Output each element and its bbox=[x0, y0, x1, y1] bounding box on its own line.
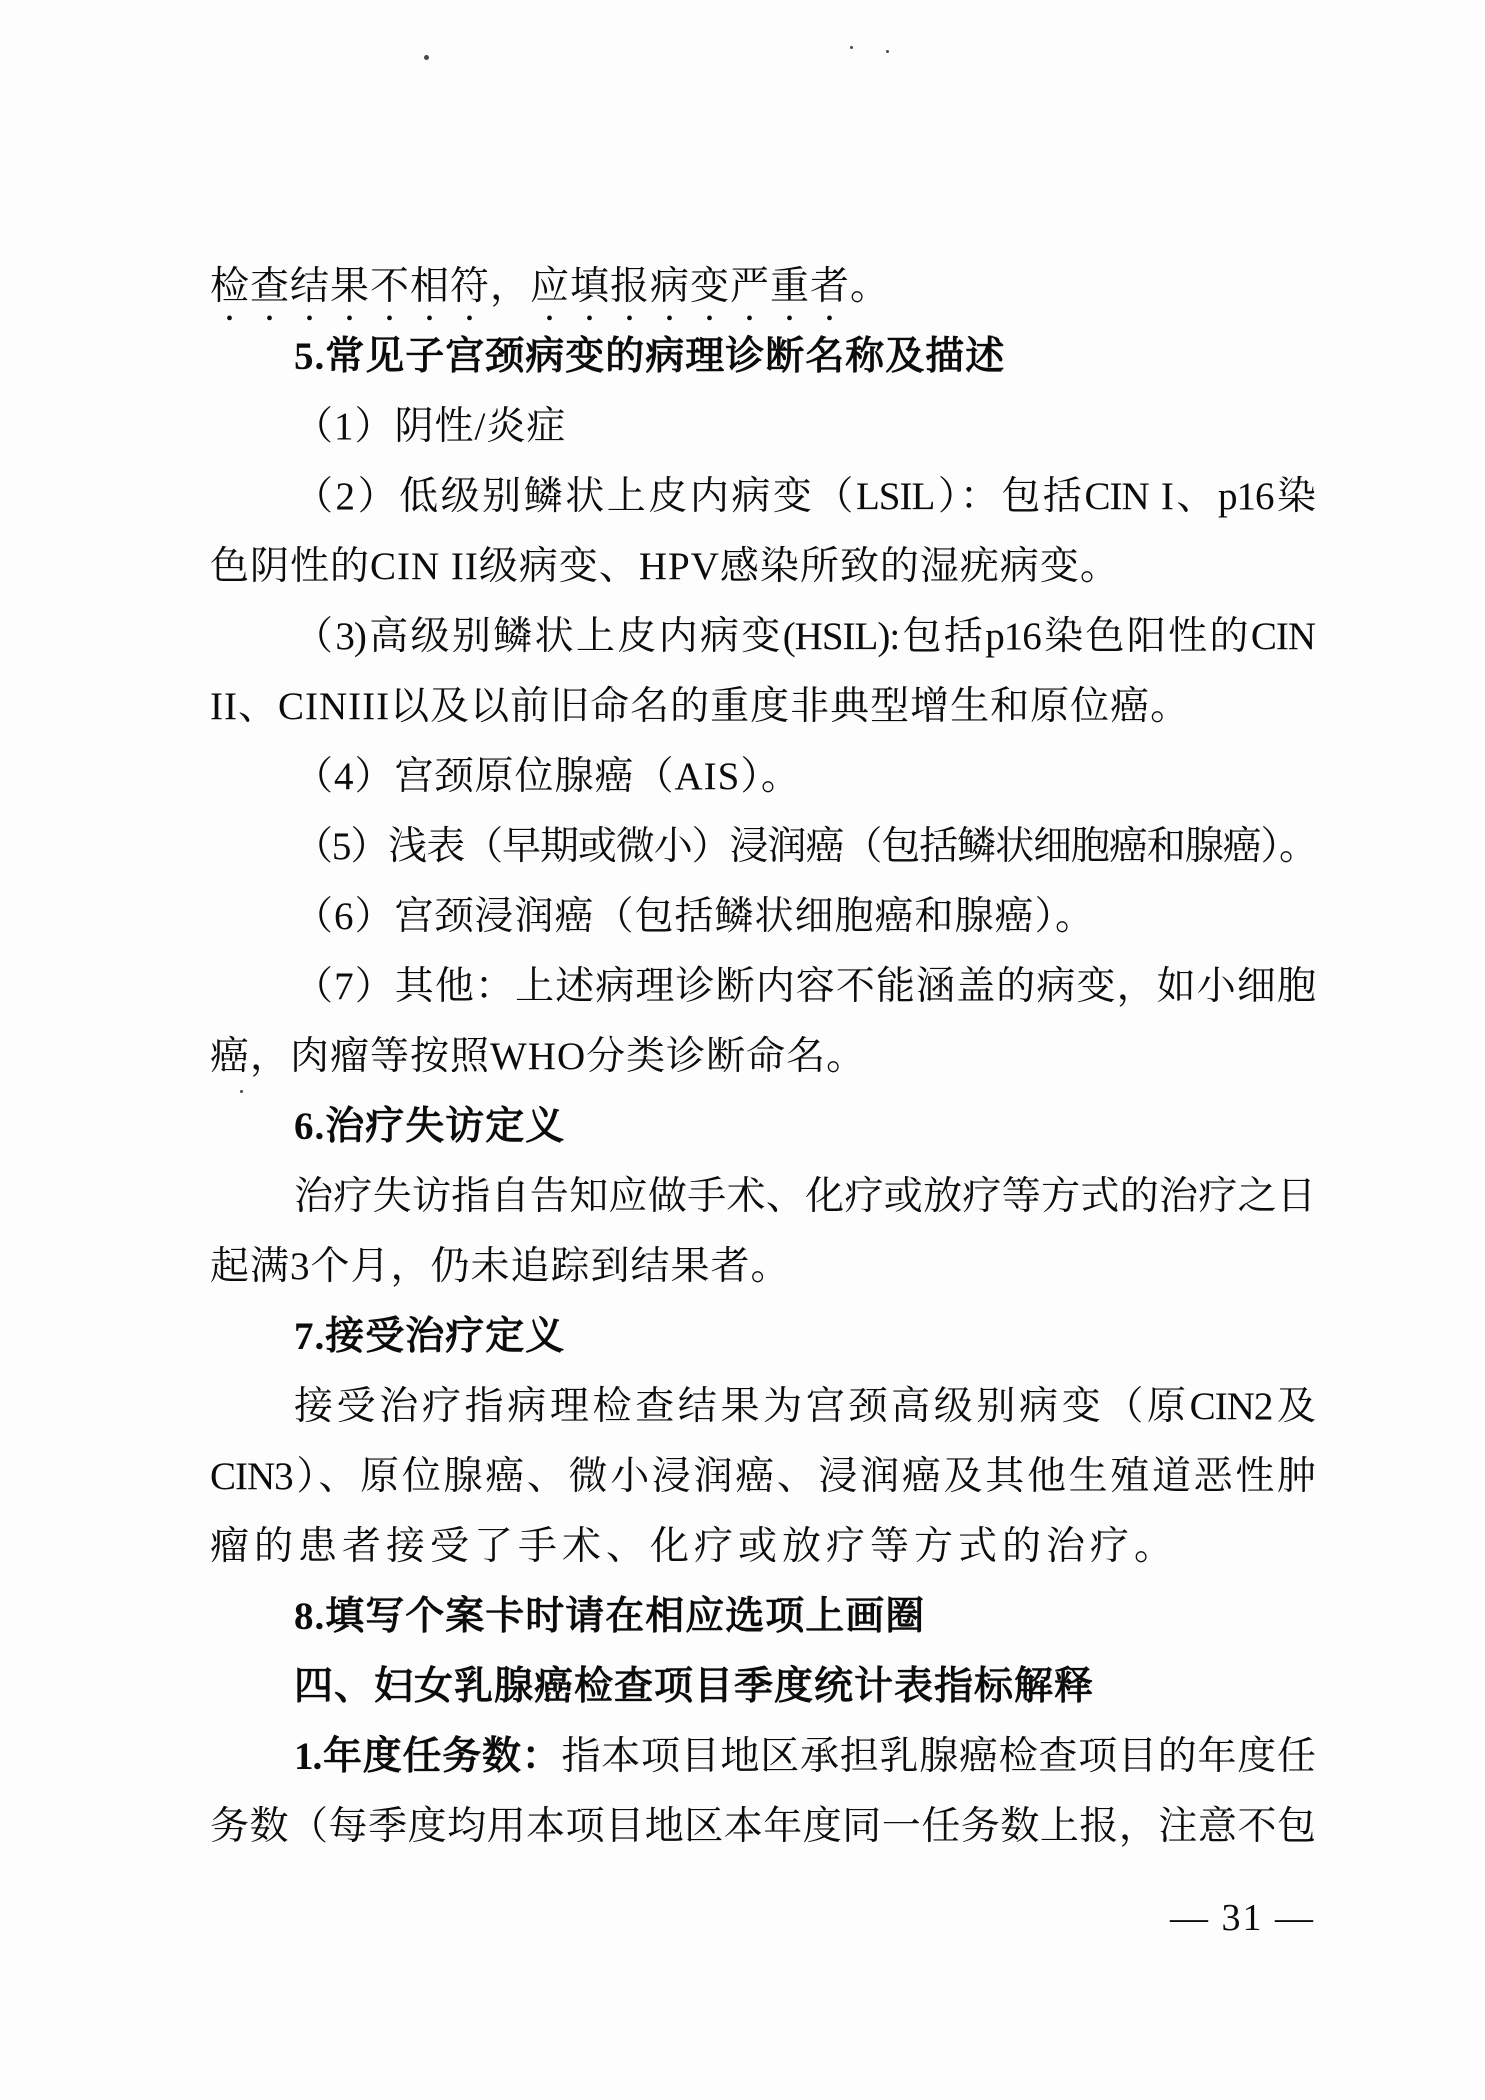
text-segment-bold: 7.接受治疗定义 bbox=[294, 1315, 566, 1358]
text-segment-bold: 6.治疗失访定义 bbox=[294, 1105, 566, 1148]
text-line bbox=[210, 252, 1315, 322]
text-segment: II、CINIII以及以前旧命名的重度非典型增生和原位癌。 bbox=[210, 685, 1191, 728]
text-line bbox=[210, 1512, 1315, 1582]
text-segment: 癌，肉瘤等按照WHO分类诊断命名。 bbox=[210, 1035, 867, 1078]
text-line bbox=[210, 1722, 1315, 1792]
text-segment: （2）低级别鳞状上皮内病变（LSIL）：包括CIN I、p16染 bbox=[294, 475, 1315, 518]
document-body bbox=[210, 252, 1315, 1862]
text-line bbox=[210, 1582, 1315, 1652]
text-segment-bold: 8.填写个案卡时请在相应选项上画圈 bbox=[294, 1595, 926, 1638]
text-segment-bold: 四、妇女乳腺癌检查项目季度统计表指标解释 bbox=[294, 1665, 1095, 1708]
text-segment: 起满3个月，仍未追踪到结果者。 bbox=[210, 1245, 791, 1288]
page-number: — 31 — bbox=[1170, 1897, 1315, 1939]
text-line bbox=[210, 742, 1315, 812]
text-line bbox=[210, 1372, 1315, 1442]
text-line bbox=[210, 1232, 1315, 1302]
scan-speck bbox=[240, 1090, 243, 1093]
text-segment: 色阴性的CIN II级病变、HPV感染所致的湿疣病变。 bbox=[210, 545, 1120, 588]
text-line bbox=[210, 532, 1315, 602]
text-segment: （7）其他：上述病理诊断内容不能涵盖的病变，如小细胞 bbox=[294, 965, 1315, 1008]
text-line bbox=[210, 602, 1315, 672]
text-segment: 接受治疗指病理检查结果为宫颈高级别病变（原CIN2及 bbox=[294, 1385, 1315, 1428]
text-line bbox=[210, 392, 1315, 462]
text-segment: （6）宫颈浸润癌（包括鳞状细胞癌和腺癌）。 bbox=[294, 895, 1096, 938]
text-segment-bold: 1.年度任务数： bbox=[294, 1735, 562, 1778]
text-line bbox=[210, 812, 1315, 882]
text-line bbox=[210, 1442, 1315, 1512]
text-segment: （5）浅表（早期或微小）浸润癌（包括鳞状细胞癌和腺癌）。 bbox=[294, 825, 1315, 868]
text-segment: 治疗失访指自告知应做手术、化疗或放疗等方式的治疗之日 bbox=[294, 1175, 1315, 1218]
scan-speck bbox=[424, 55, 429, 60]
text-segment: CIN3）、原位腺癌、微小浸润癌、浸润癌及其他生殖道恶性肿 bbox=[210, 1455, 1315, 1498]
text-segment: （3)高级别鳞状上皮内病变(HSIL):包括p16染色阳性的CIN bbox=[294, 615, 1315, 658]
text-line bbox=[210, 1092, 1315, 1162]
text-segment-bold: 5.常见子宫颈病变的病理诊断名称及描述 bbox=[294, 335, 1006, 378]
text-line bbox=[210, 1302, 1315, 1372]
text-line bbox=[210, 322, 1315, 392]
text-segment: （1）阴性/炎症 bbox=[294, 405, 567, 448]
text-segment: 检查结果不相符，应填报病变严重者。 bbox=[210, 265, 891, 308]
text-segment: 指本项目地区承担乳腺癌检查项目的年度任 bbox=[561, 1735, 1315, 1778]
text-line bbox=[210, 882, 1315, 952]
text-line bbox=[210, 462, 1315, 532]
text-line bbox=[210, 952, 1315, 1022]
text-segment: 务数（每季度均用本项目地区本年度同一任务数上报，注意不包 bbox=[210, 1805, 1315, 1848]
text-line bbox=[210, 1022, 1315, 1092]
text-line bbox=[210, 1652, 1315, 1722]
text-segment: （4）宫颈原位腺癌（AIS）。 bbox=[294, 755, 801, 798]
text-segment: 瘤的患者接受了手术、化疗或放疗等方式的治疗。 bbox=[210, 1525, 1179, 1568]
text-line bbox=[210, 1162, 1315, 1232]
text-line bbox=[210, 1792, 1315, 1862]
text-line bbox=[210, 672, 1315, 742]
scan-speck bbox=[850, 46, 853, 49]
scan-speck bbox=[886, 50, 889, 53]
